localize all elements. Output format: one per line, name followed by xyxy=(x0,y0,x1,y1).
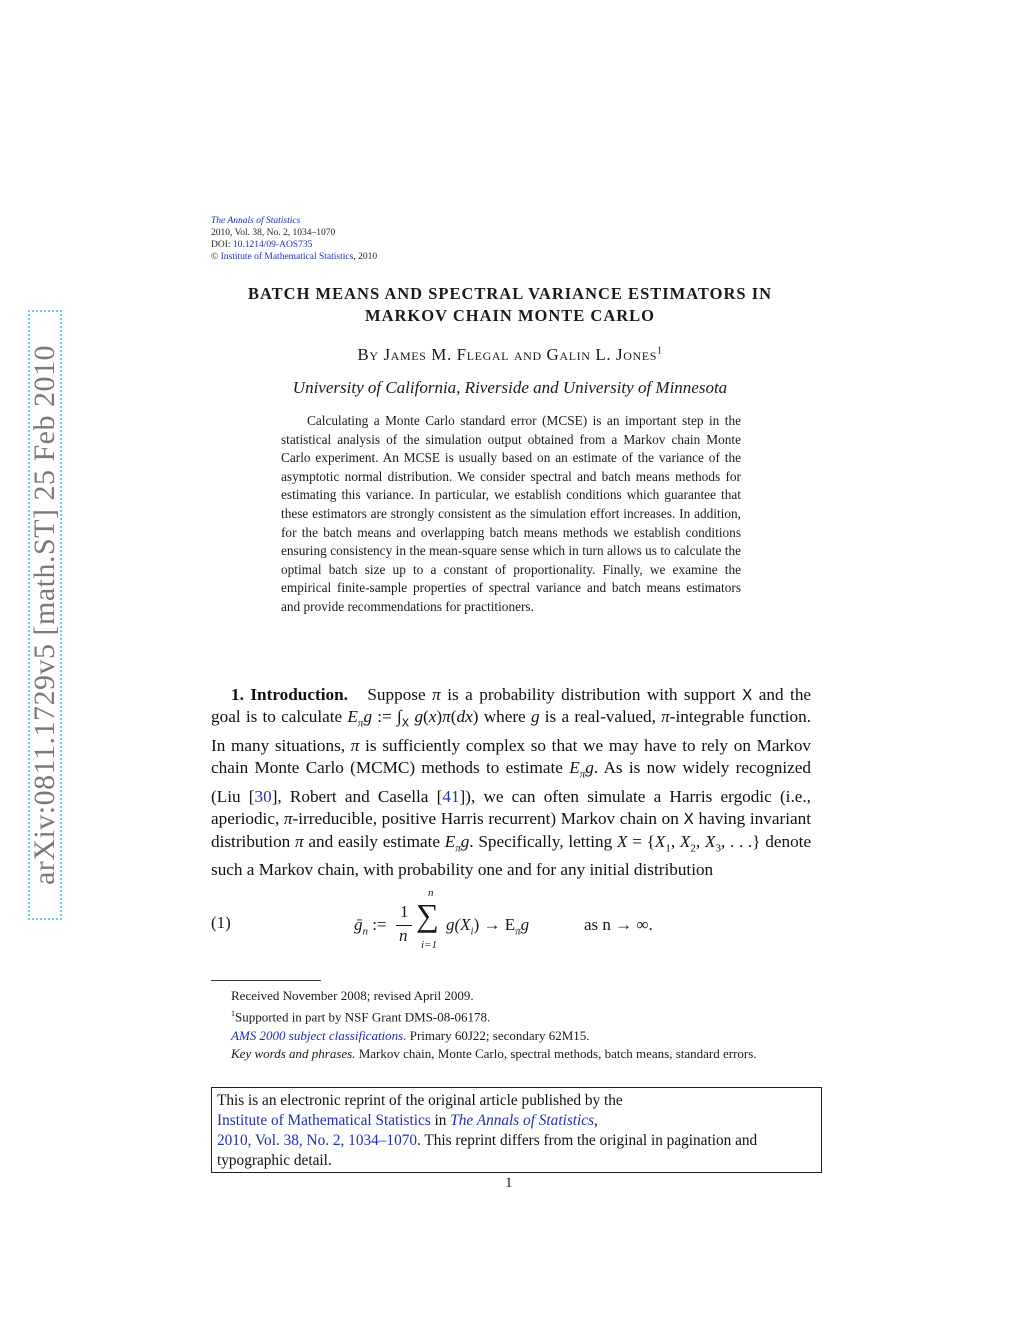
introduction-section: 1. Introduction. Suppose π is a probability distribution with support X and the goal is to calculate $E_\pi g$ := $\int_X$ g(x)π(dx) where g is a real-valued, π-integrable function. In many situations, π is sufficiently complex so that we may have to rely on Markov chain Monte Carlo (MCMC) methods to estimate $E_\pi g$. As is now widely recognized (Liu [30], Robert and Casella [41]), we can often simulate a Harris ergodic (i.e., aperiodic, π-irreducible, positive Harris recurrent) Markov chain on X having invariant distribution π and easily estimate $E_\pi g$. Specifically, letting $X = \{X_1$, $X_2$, $X_3$, . . .} denote such a Markov chain, with probability one and for any initial distribution xyxy=(211,685,812,880)
intro-text: having invariant distribution xyxy=(211,809,811,851)
title-line-1: BATCH MEANS AND SPECTRAL VARIANCE ESTIMATORS IN xyxy=(247,284,773,303)
copyright-year: , 2010 xyxy=(353,252,378,262)
doi-link[interactable]: 10.1214/09-AOS735 xyxy=(232,240,313,250)
reprint-text: This is an electronic reprint of the original article published by the xyxy=(217,1092,623,1109)
intro-text: is a real-valued, xyxy=(544,707,656,727)
eq-body-sub: i xyxy=(470,925,474,938)
eq-frac-num: 1 xyxy=(400,902,409,921)
eq-sub: n xyxy=(362,925,368,938)
eq-body: g(X xyxy=(446,915,471,934)
journal-link[interactable]: The Annals of Statistics xyxy=(450,1112,595,1129)
eq-frac-den: n xyxy=(399,926,408,945)
eq-body-close: ) → E xyxy=(473,915,516,934)
footnotes xyxy=(211,987,811,1063)
reprint-text: , xyxy=(594,1112,598,1129)
equation xyxy=(350,887,710,961)
intro-text: is a probability distribution with support xyxy=(447,685,736,704)
publisher-link[interactable]: Institute of Mathematical Statistics xyxy=(217,1112,431,1129)
doi-label: DOI: xyxy=(211,240,231,250)
eq-assign: := xyxy=(372,915,387,934)
intro-text: and easily estimate xyxy=(308,831,440,851)
received-note: Received November 2008; revised April 2009. xyxy=(231,988,474,1003)
journal-header xyxy=(211,215,377,263)
support-mark: 1 xyxy=(231,1009,235,1019)
intro-text: . Specifically, letting xyxy=(469,831,613,851)
volume-line: 2010, Vol. 38, No. 2, 1034–1070 xyxy=(211,228,336,238)
equation-number: (1) xyxy=(211,913,231,932)
footnote-rule xyxy=(211,980,321,981)
citation-link[interactable]: 41 xyxy=(442,787,460,807)
arxiv-identifier: arXiv:0811.1729v5 [math.ST] 25 Feb 2010 xyxy=(28,344,61,886)
eq-sum-upper: n xyxy=(428,887,434,899)
citation-link[interactable]: 30 xyxy=(254,787,272,807)
ams-classes: Primary 60J22; secondary 62M15. xyxy=(409,1027,590,1043)
publisher-link[interactable]: Institute of Mathematical Statistics xyxy=(220,252,354,262)
journal-link[interactable]: The Annals of Statistics xyxy=(211,216,301,226)
author-footnote-mark: 1 xyxy=(656,345,663,357)
intro-text: -integrable function. In many situations, xyxy=(211,707,812,756)
author-names: By James M. Flegal and Galin L. Jones xyxy=(357,345,657,364)
section-heading: 1. Introduction. xyxy=(231,685,348,704)
intro-text: denote such a Markov chain, with probability one and for any initial distribution xyxy=(211,831,812,880)
intro-text: Suppose xyxy=(367,685,426,704)
copyright-icon: © xyxy=(211,252,219,262)
title-line-2: MARKOV CHAIN MONTE CARLO xyxy=(365,306,655,325)
intro-text: . As is now widely recognized (Liu xyxy=(211,758,812,807)
arxiv-stamp xyxy=(28,310,62,920)
intro-text: is sufficiently complex so that we may have to rely on Markov chain Monte Carlo (MCMC) methods to estimate xyxy=(211,736,812,778)
eq-pi-sub: π xyxy=(515,925,521,938)
authors xyxy=(160,345,860,365)
support-note: Supported in part by NSF Grant DMS-08-06178. xyxy=(235,1009,491,1025)
eq-condition: as n → ∞. xyxy=(584,915,653,934)
intro-text: ], Robert and Casella xyxy=(271,787,429,807)
paper-title xyxy=(160,283,860,327)
keywords-label: Key words and phrases. xyxy=(231,1045,356,1061)
eq-lhs: ḡ xyxy=(354,915,363,934)
volume-link[interactable]: 2010, Vol. 38, No. 2, 1034–1070 xyxy=(217,1132,418,1149)
reprint-text: in xyxy=(434,1112,447,1129)
intro-text: ]), we can often simulate a Harris ergodic (i.e., aperiodic, xyxy=(211,787,811,829)
page-number: 1 xyxy=(505,1175,513,1191)
reprint-notice xyxy=(211,1087,822,1173)
reprint-text: . This reprint differs from the original in pagination and typographic detail. xyxy=(217,1132,758,1169)
intro-text: and the goal is to calculate xyxy=(211,685,812,727)
eq-sum-symbol: ∑ xyxy=(416,897,439,933)
abstract: Calculating a Monte Carlo standard error (MCSE) is an important step in the statistical analysis of the simulation output obtained from a Markov chain Monte Carlo experiment. An MCSE is usually based on an estimate of the variance of the asymptotic normal distribution. We consider spectral and batch means methods for estimating this variance. In particular, we establish conditions which guarantee that these estimators are strongly consistent as the simulation effort increases. In addition, for the batch means and overlapping batch means methods we establish conditions ensuring consistency in the mean-square sense which in turn allows us to calculate the optimal batch size up to a constant of proportionality. Finally, we examine the empirical finite-sample properties of spectral variance and batch means estimators and provide recommendations for practitioners. xyxy=(281,413,741,614)
intro-text: where xyxy=(483,707,526,727)
eq-sum-lower: i=1 xyxy=(421,939,437,951)
ams-link[interactable]: AMS 2000 subject classifications. xyxy=(231,1027,407,1043)
affiliation: University of California, Riverside and University of Minnesota xyxy=(292,378,728,397)
keywords: Markov chain, Monte Carlo, spectral methods, batch means, standard errors. xyxy=(358,1045,757,1061)
eq-body-g: g xyxy=(520,915,530,934)
intro-text: -irreducible, positive Harris recurrent) Markov chain on xyxy=(292,809,679,829)
